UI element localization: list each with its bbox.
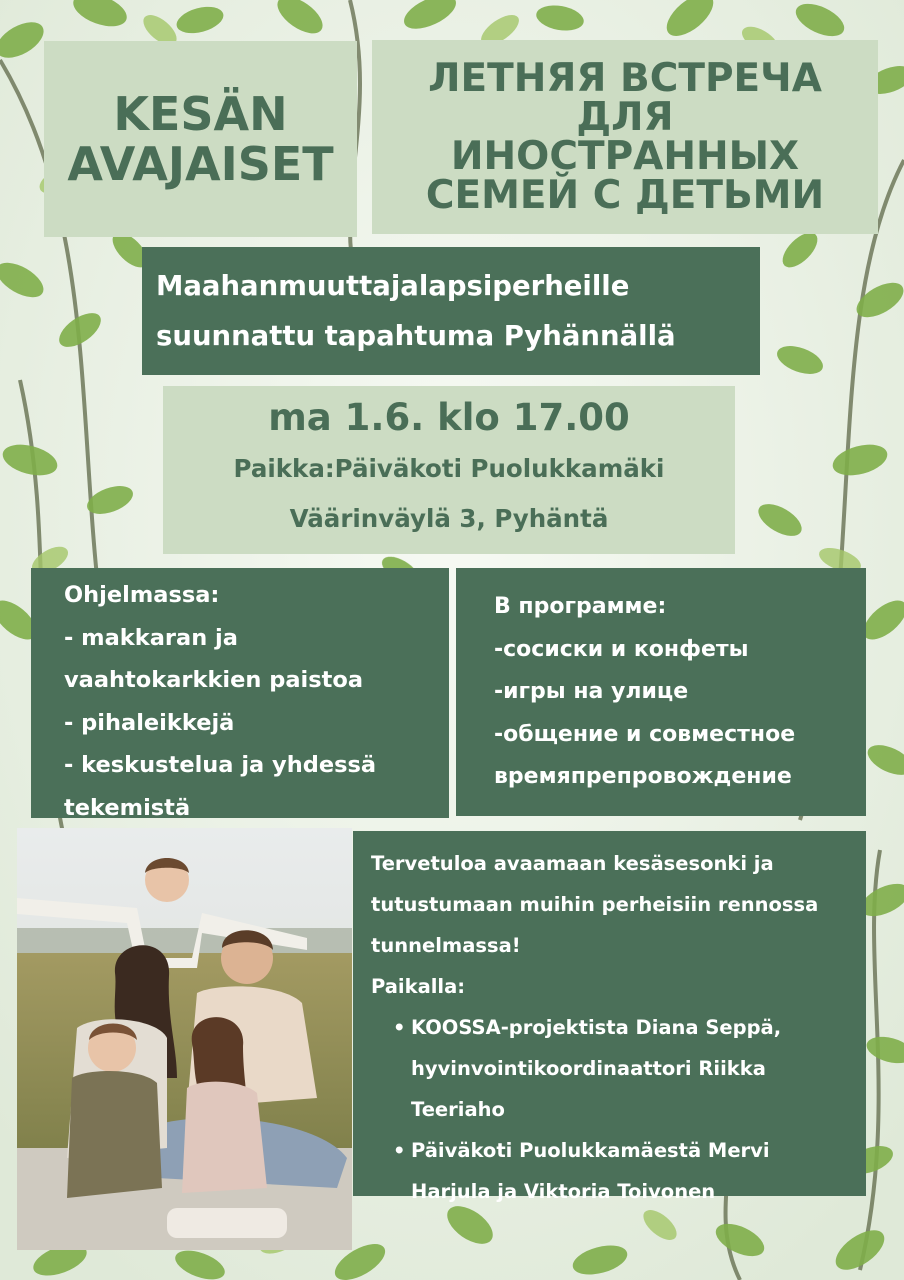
welcome-line: Tervetuloa avaamaan kesäsesonki ja [371, 852, 774, 875]
title-russian-panel [372, 40, 878, 234]
subtitle-panel [142, 247, 760, 375]
program-fi-item: vaahtokarkkien paistoa [64, 667, 364, 693]
title-fi-line: AVAJAISET [67, 137, 334, 191]
program-ru-item: времяпрепровождение [494, 764, 792, 789]
welcome-line: Paikalla: [371, 975, 466, 998]
welcome-panel [353, 831, 866, 1203]
attendee-line: Teeriaho [411, 1098, 505, 1121]
event-address: Väärinväylä 3, Pyhäntä [289, 504, 609, 533]
program-fi-item: tekemistä [64, 794, 191, 821]
attendee-line: KOOSSA-projektista Diana Seppä, [411, 1016, 782, 1039]
event-time-place-panel [163, 386, 735, 554]
program-ru-item: -общение и совместное [494, 721, 796, 747]
title-ru-line: СЕМЕЙ С ДЕТЬМИ [425, 173, 825, 218]
title-ru-line: ЛЕТНЯЯ ВСТРЕЧА [428, 56, 822, 101]
program-finnish-panel [31, 568, 449, 821]
title-finnish-panel [44, 41, 357, 237]
program-fi-heading: Ohjelmassa: [64, 582, 220, 608]
program-ru-heading: В программе: [494, 594, 667, 619]
bullet-icon: • [393, 1139, 406, 1162]
attendee-list-item [371, 1007, 858, 1130]
subtitle-line: Maahanmuuttajalapsiperheille [156, 270, 630, 302]
welcome-line: tutustumaan muihin perheisiin rennossa [371, 893, 819, 916]
welcome-line: tunnelmassa! [371, 934, 521, 957]
attendee-line: Päiväkoti Puolukkamäestä Mervi [411, 1139, 770, 1162]
title-fi-line: KESÄN [113, 87, 288, 141]
program-fi-item: - makkaran ja [64, 624, 238, 651]
family-photo-illustration [17, 828, 352, 1250]
program-fi-item: - pihaleikkejä [64, 709, 235, 736]
subtitle-line: suunnattu tapahtuma Pyhännällä [156, 320, 676, 352]
attendee-line: hyvinvointikoordinaattori Riikka [411, 1057, 766, 1080]
program-ru-item: -игры на улице [494, 679, 689, 704]
family-photo [17, 828, 352, 1250]
program-fi-item: - keskustelua ja yhdessä [64, 752, 377, 778]
bullet-icon: • [393, 1016, 406, 1039]
attendee-list-item [371, 1130, 858, 1212]
event-time: ma 1.6. klo 17.00 [268, 396, 630, 439]
program-russian-panel [456, 568, 866, 816]
attendee-line: Harjula ja Viktoria Toivonen [411, 1180, 716, 1203]
program-ru-item: -сосиски и конфеты [494, 636, 749, 662]
event-place: Paikka:Päiväkoti Puolukkamäki [233, 454, 665, 483]
title-ru-line: ДЛЯ [576, 95, 674, 140]
title-ru-line: ИНОСТРАННЫХ [450, 134, 800, 179]
